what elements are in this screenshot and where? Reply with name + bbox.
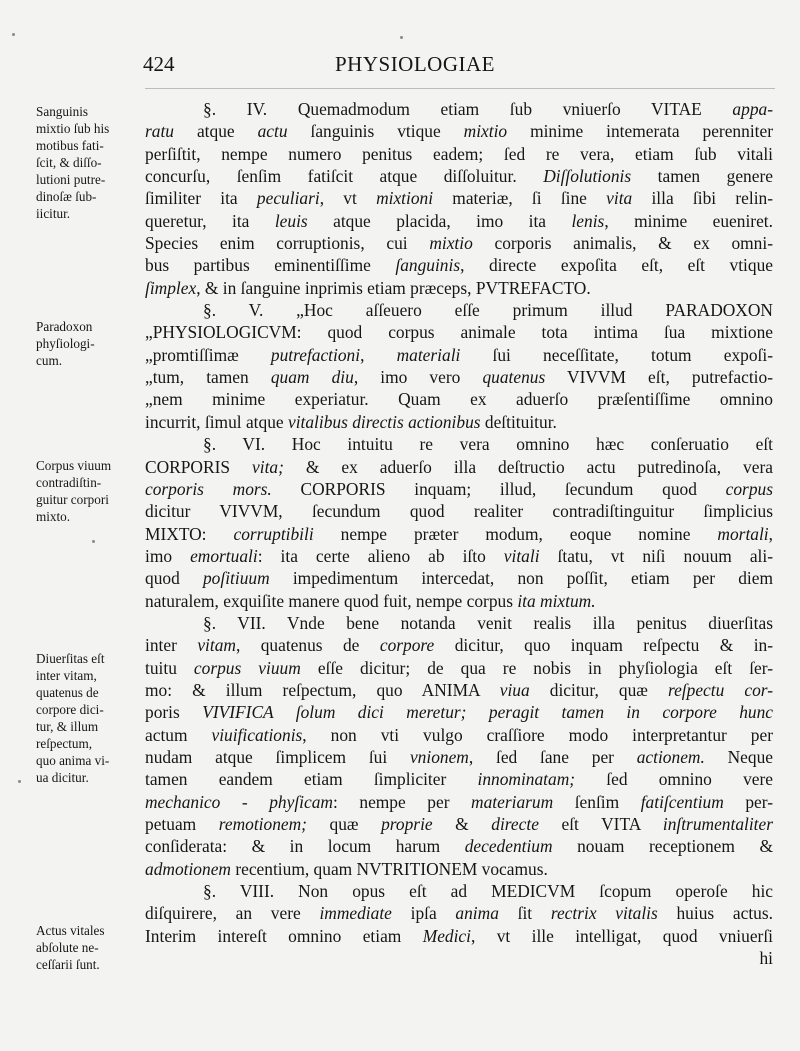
text-run: Neque [704,746,773,767]
margin-note-line: dinoſæ ſub- [36,189,97,204]
margin-note-line: phyſiologi- [36,336,95,351]
text-line [145,523,773,545]
text-line [145,679,773,701]
text-run: diſquirere, an vere [145,903,320,924]
text-run: eſſe dicitur; de qua re nobis in phyſiologia eſt ſer- [300,657,774,678]
italic-phrase: vnionem [409,746,469,767]
text-line [145,210,773,232]
text-run: , imo vero [353,367,483,388]
page-header [0,52,800,82]
text-run: nouam receptionem & [552,836,773,857]
italic-phrase: admotionem [145,858,231,879]
italic-phrase: vita; [252,456,284,477]
italic-phrase: mortali [717,523,769,544]
italic-phrase: anima [455,903,499,924]
text-run: perſiſtit, nempe numero penitus eadem; ſed re vera, etiam ſub vitali [145,143,773,164]
text-run: , [768,523,773,544]
text-line [145,120,773,142]
text-run: §. V. „Hoc aſſeuero eſſe primum illud PARADOXON [203,300,773,321]
italic-phrase: vitalibus directis actionibus [287,411,481,432]
text-line [145,567,773,589]
italic-phrase: inſtrumentaliter [662,814,773,834]
text-run: §. VI. Hoc intuitu re vera omnino hæc conſeruatio eſt [203,434,773,455]
text-line [145,500,773,522]
italic-phrase: Medici [422,925,471,946]
text-run: , non vti vulgo craſſiore modo interpretantur per [302,724,773,745]
margin-note-line: Paradoxon [36,319,93,334]
text-run: CORPORIS [145,456,253,477]
margin-note-line: Actus vitales [36,923,105,938]
italic-phrase: reſpectu cor- [667,679,773,700]
margin-note-line: ceſſarii ſunt. [36,957,100,972]
text-run: §. VII. Vnde bene notanda venit realis illa penitus diuerſitas [203,612,773,633]
italic-phrase: ſanguinis [395,255,461,276]
text-run: ſimiliter ita [145,188,257,209]
margin-note-line: inter vitam, [36,668,97,683]
text-run: : ita certe alieno ab iſto [257,545,504,566]
italic-phrase: quatenus [482,367,546,388]
text-line [145,277,773,299]
paper-speck [12,33,15,36]
text-run: , [360,344,397,365]
text-run: „tum, tamen [145,367,271,388]
italic-phrase: materiali [396,344,461,365]
italic-phrase: peculiari [256,188,320,209]
text-run: conſiderata: & in locum harum [145,836,465,857]
text-run: , vt [319,188,377,209]
margin-note-line: guitur corpori [36,492,109,507]
italic-phrase: mechanico - phyſicam [145,791,333,812]
text-run: mo: & illum reſpectum, quo ANIMA [145,679,500,700]
italic-phrase: lenis [571,210,605,231]
italic-phrase: vitali [503,545,540,566]
text-line [145,657,773,679]
margin-note-line: mixto. [36,509,71,524]
italic-phrase: directe [491,814,539,834]
text-run: , quatenus de [235,635,380,656]
margin-note-line: cum. [36,353,63,368]
text-line [145,925,773,947]
text-run: quod [145,568,203,589]
text-run: & [432,814,492,834]
text-run: atque [174,121,258,142]
margin-note [36,103,148,222]
text-run: tamen eandem etiam ſimpliciter [145,769,478,790]
italic-phrase: emortuali [190,545,258,566]
text-line [145,590,773,612]
margin-note-line: tur, & illum [36,719,99,734]
text-line [145,902,773,924]
italic-phrase: ſimplex [145,277,197,298]
text-line [145,254,773,276]
running-title: PHYSIOLOGIAE [335,52,495,76]
text-run: per- [723,791,773,812]
text-run: ipſa [391,903,456,924]
italic-phrase: appa- [732,99,773,119]
italic-phrase: vita [606,188,633,209]
text-line [145,299,773,321]
paper-speck [400,36,403,39]
margin-note-line: Corpus viuum [36,458,112,473]
text-line [145,98,773,120]
text-line [145,701,773,723]
margin-note [36,922,148,973]
text-line [145,545,773,567]
text-run: CORPORIS inquam; illud, ſecundum quod [271,478,726,499]
text-line [145,232,773,254]
text-line [145,411,773,433]
italic-phrase: actionem. [636,746,705,767]
text-line [145,858,773,880]
text-run: petuam [145,814,219,834]
italic-phrase: mixtio [429,233,473,254]
margin-note-line: contradiſtin- [36,475,102,490]
italic-phrase: ita mixtum. [517,590,596,611]
text-run: §. IV. Quemadmodum etiam ſub vniuerſo VITAE [203,99,733,119]
paper-speck [92,540,95,543]
text-run: incurrit, ſimul atque [145,411,288,432]
margin-note-line: motibus fati- [36,138,104,153]
italic-phrase: viua [499,679,530,700]
italic-phrase: VIVIFICA ſolum dici meretur; peragit tamen in corpore hunc [179,702,773,723]
text-run: poris [145,702,180,723]
text-run: , minime eueniret. [604,210,773,231]
margin-note-line: ſcit, & diſſo- [36,155,102,170]
text-run: : nempe per [332,791,472,812]
text-line [145,388,773,410]
text-line [145,344,773,366]
page-number: 424 [143,52,175,76]
text-line [145,321,773,343]
margin-note-line: mixtio ſub his [36,121,110,136]
text-run: & ex aduerſo illa deſtructio actu putredinoſa, vera [283,456,773,477]
text-run: concurſu, ſenſim fatiſcit atque diſſoluitur. [145,166,544,187]
header-rule [145,88,775,89]
text-run: nempe præter modum, eoque nomine [313,523,718,544]
italic-phrase: mixtioni [376,188,434,209]
italic-phrase: immediate [319,903,392,924]
margin-note-line: corpore dici- [36,702,104,717]
text-run: quæ [306,814,382,834]
text-run: ſanguinis vtique [287,121,464,142]
text-run: huius actus. [657,903,773,924]
text-run: ſed omnino vere [575,769,774,790]
text-run: actum [145,724,212,745]
italic-phrase: corpus viuum [193,657,301,678]
margin-note-line: quo anima vi- [36,753,110,768]
margin-note-line: abſolute ne- [36,940,99,955]
italic-phrase: vitam [197,635,236,656]
margin-note [36,650,148,786]
text-run: corporis animalis, & ex omni- [472,233,773,254]
text-run: „PHYSIOLOGICVM: quod corpus animale tota intima ſua mixtione [145,322,773,343]
text-run: recentium, quam NVTRITIONEM vocamus. [230,858,548,879]
text-line [145,612,773,634]
italic-phrase: decedentium [464,836,553,857]
text-line [145,791,773,813]
text-run: , ſed ſane per [468,746,637,767]
text-run: , & in ſanguine inprimis etiam præceps, PVTREFACTO. [196,277,591,298]
text-run: imo [145,545,191,566]
text-line [145,813,773,835]
italic-phrase: quam diu [270,367,354,388]
text-run: ſtatu, vt niſi nouum ali- [539,545,773,566]
catchword: hi [759,948,773,969]
text-run: Interim intereſt omnino etiam [145,925,423,946]
text-line [145,746,773,768]
margin-note-line: Diuerſitas eſt [36,651,105,666]
main-text [145,98,773,969]
text-line [145,187,773,209]
italic-phrase: corpore [379,635,435,656]
text-line [145,634,773,656]
italic-phrase: corpus [725,478,773,499]
text-run: ſui neceſſitate, totum expoſi- [460,344,773,365]
text-line [145,478,773,500]
text-line [145,880,773,902]
text-run: minime intemerata perenniter [507,121,773,142]
text-line [145,768,773,790]
text-line [145,724,773,746]
text-run: , directe expoſita eſt, eſt vtique [460,255,773,276]
text-line [145,143,773,165]
text-run: dicitur, quo inquam reſpectu & in- [434,635,774,656]
text-run: atque placida, imo ita [307,210,572,231]
text-run: MIXTO: [145,523,234,544]
italic-phrase: Diſſolutionis [543,166,632,187]
text-run: materiæ, ſi ſine [433,188,607,209]
paper-speck [18,780,21,783]
italic-phrase: innominatam; [477,769,576,790]
italic-phrase: actu [257,121,288,142]
margin-note-line: iicitur. [36,206,71,221]
text-line [145,456,773,478]
italic-phrase: fatiſcentium [640,791,724,812]
text-run: queretur, ita [145,210,275,231]
text-line [145,366,773,388]
margin-note-line: Sanguinis [36,104,89,119]
text-run: dicitur, quæ [529,679,668,700]
italic-phrase: corporis mors. [145,478,272,499]
italic-phrase: corruptibili [233,523,314,544]
text-line [145,835,773,857]
text-run: tuitu [145,657,194,678]
text-run: nudam atque ſimplicem ſui [145,746,410,767]
italic-phrase: proprie [381,814,433,834]
text-run: impedimentum intercedat, non poſſit, etiam per diem [269,568,773,589]
italic-phrase: ratu [145,121,174,142]
text-run: ſit [498,903,551,924]
text-run: illa ſibi relin- [632,188,774,209]
text-run: §. VIII. Non opus eſt ad MEDICVM ſcopum operoſe hic [203,881,773,902]
margin-note-line: quatenus de [36,685,99,700]
text-run: tamen genere [631,166,773,187]
text-run: Species enim corruptionis, cui [145,233,430,254]
text-run: „nem minime experiatur. Quam ex aduerſo præſentiſſime omnino [145,389,773,410]
margin-note-line: lutioni putre- [36,172,106,187]
italic-phrase: rectrix vitalis [550,903,658,924]
text-run: inter [145,635,198,656]
margin-note-line: ua dicitur. [36,770,89,785]
text-run: , vt ille intelligat, quod vniuerſi [471,925,773,946]
margin-note [36,318,148,369]
italic-phrase: mixtio [463,121,508,142]
italic-phrase: materiarum [471,791,554,812]
text-run: dicitur VIVVM, ſecundum quod realiter contradiſtinguitur ſimplicius [145,501,773,522]
text-line [145,433,773,455]
text-line [145,165,773,187]
italic-phrase: leuis [274,210,308,231]
text-run: ſenſim [553,791,641,812]
text-run: deſtituitur. [480,411,557,432]
text-run: bus partibus eminentiſſime [145,255,396,276]
text-run: „promtiſſimæ [145,344,271,365]
text-run: eſt VITA [538,814,663,834]
margin-note [36,457,148,525]
text-run: VIVVM eſt, putrefactio- [545,367,774,388]
margin-note-line: reſpectum, [36,736,93,751]
italic-phrase: viuificationis [211,724,303,745]
italic-phrase: remotionem; [218,814,307,834]
italic-phrase: poſitiuum [202,568,270,589]
text-run: naturalem, exquiſite manere quod fuit, nempe corpus [145,590,518,611]
italic-phrase: putrefactioni [270,344,361,365]
